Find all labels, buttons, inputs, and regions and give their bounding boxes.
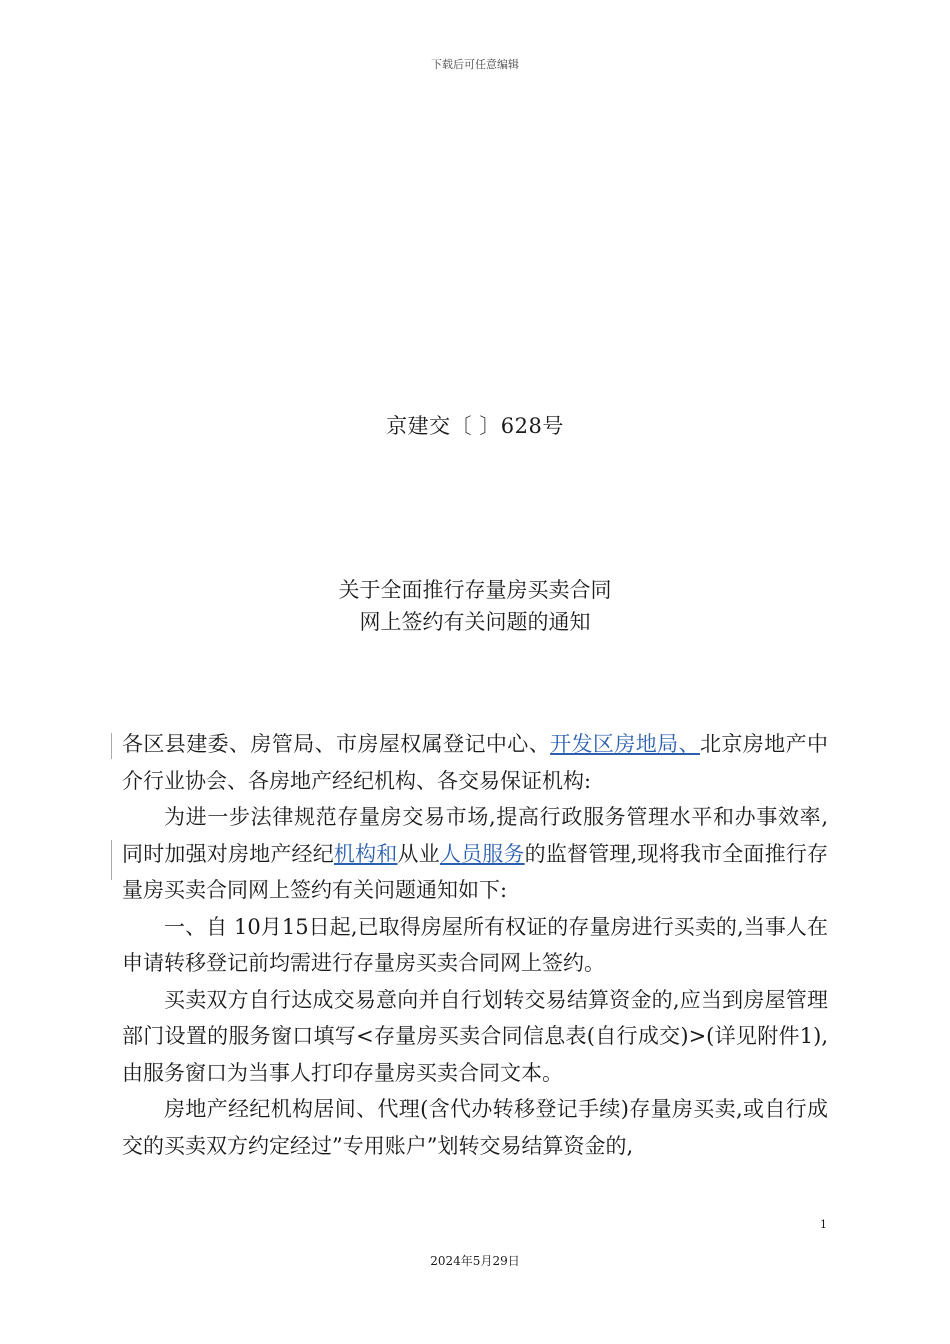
paragraph-text: 的监督管理,现将我市全面推行存量房买卖合同网上签约有关问题通知如下:: [122, 841, 829, 902]
revision-bar: [111, 840, 112, 880]
body-paragraph-1: [122, 799, 828, 909]
header-note: 下载后可任意编辑: [431, 58, 519, 71]
paragraph-text: 从业: [397, 841, 440, 866]
revision-bar: [111, 733, 112, 759]
addressee-text: 北京房地产中介行业协会、各房地产经纪机构、各交易保证机构:: [122, 732, 828, 793]
document-title: [0, 574, 950, 638]
body-paragraph-4: 房地产经纪机构居间、代理(含代办转移登记手续)存量房买卖,或自行成交的买卖双方约定经过”专用账户”划转交易结算资金的,: [122, 1097, 828, 1158]
paragraph-text: 为进一步法律规范存量房交易市场,提高行政服务管理水平和办事效率,同时加强对房地产经纪: [122, 805, 828, 866]
title-line-2: 网上签约有关问题的通知: [359, 610, 591, 634]
link-personnel-services[interactable]: 人员服务: [439, 841, 525, 866]
addressee-link-development-zone[interactable]: 开发区房地局、: [550, 732, 700, 756]
body-paragraph-2: 一、自 10月15日起,已取得房屋所有权证的存量房进行买卖的,当事人在申请转移登记前均需进行存量房买卖合同网上签约。: [122, 914, 828, 975]
document-number: 京建交〔 〕628号: [386, 414, 564, 438]
document-body: [122, 726, 828, 1164]
page-number: 1: [820, 1218, 827, 1231]
footer-date: 2024年5月29日: [430, 1254, 520, 1268]
addressee-paragraph: [122, 726, 828, 799]
addressee-text: 各区县建委、房管局、市房屋权属登记中心、: [122, 732, 551, 756]
body-paragraph-3: 买卖双方自行达成交易意向并自行划转交易结算资金的,应当到房屋管理部门设置的服务窗口填写<存量房买卖合同信息表(自行成交)>(详见附件1),由服务窗口为当事人打印存量房买卖合同文本。: [122, 987, 828, 1085]
title-line-1: 关于全面推行存量房买卖合同: [338, 578, 612, 602]
link-agencies[interactable]: 机构和: [333, 841, 398, 866]
